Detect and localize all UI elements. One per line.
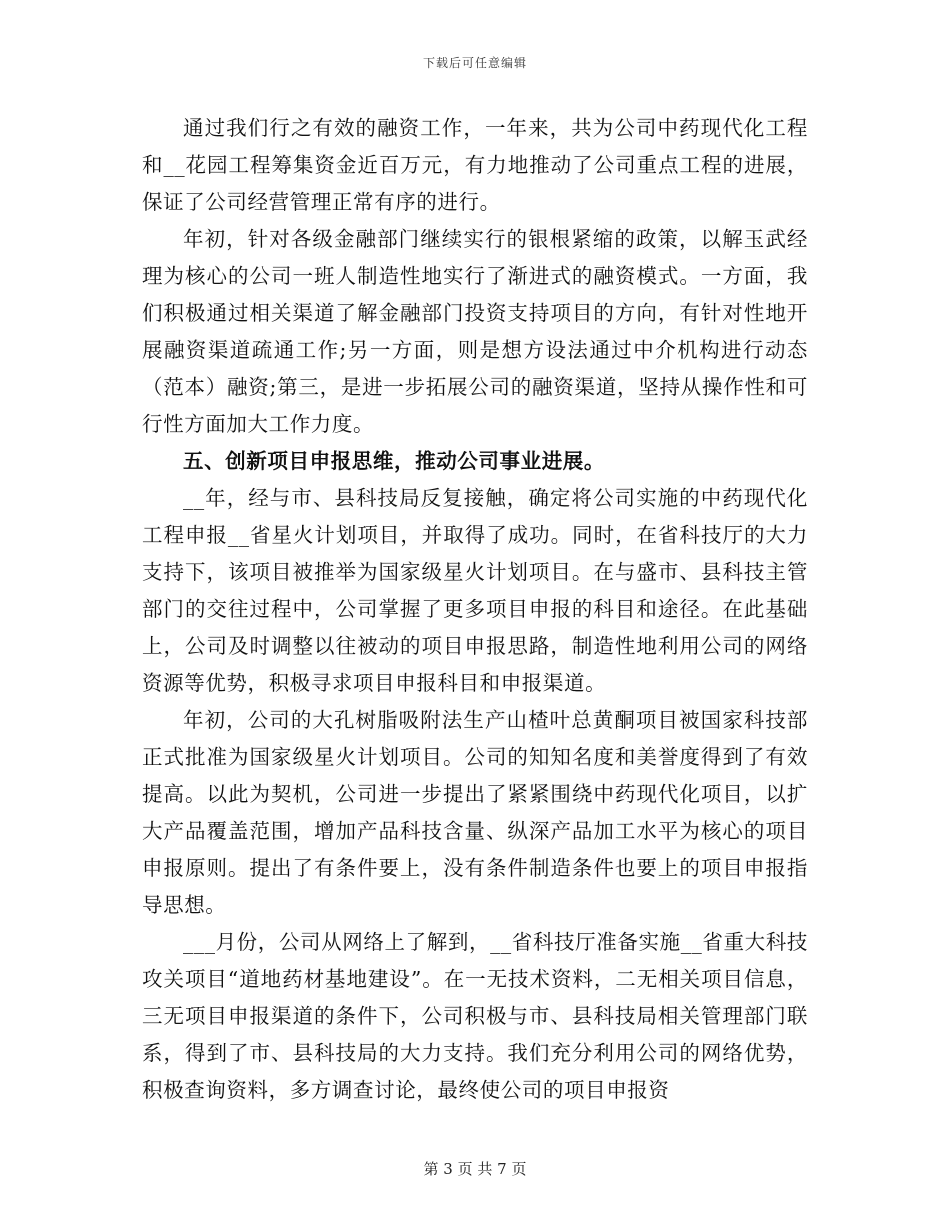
paragraph-herb-base-project: ___月份，公司从网络上了解到，__省科技厅准备实施__省重大科技攻关项目“道地药材基地建设”。在一无技术资料，二无相关项目信息，三无项目申报渠道的条件下，公司积极与市、县科技局相关管理部门联系，得到了市、县科技局的大力支持。我们充分利用公司的网络优势，积极查询资料，多方调查讨论，最终使公司的项目申报资 <box>142 930 808 1102</box>
paragraph-national-spark-project: 年初，公司的大孔树脂吸附法生产山楂叶总黄酮项目被国家科技部正式批准为国家级星火计划项目。公司的知知名度和美誉度得到了有效提高。以此为契机，公司进一步提出了紧紧围绕中药现代化项目，以扩大产品覆盖范围，增加产品科技含量、纵深产品加工水平为核心的项目申报原则。提出了有条件要上，没有条件制造条件也要上的项目申报指导思想。 <box>142 708 808 917</box>
page-number: 第 3 页 共 7 页 <box>423 1160 527 1178</box>
page-header: 下载后可任意编辑 <box>422 56 527 70</box>
section-heading-five: 五、创新项目申报思维，推动公司事业进展。 <box>183 449 605 473</box>
paragraph-financing-model: 年初，针对各级金融部门继续实行的银根紧缩的政策，以解玉武经理为核心的公司一班人制造性地实行了渐进式的融资模式。一方面，我们积极通过相关渠道了解金融部门投资支持项目的方向，有针对性地开展融资渠道疏通工作;另一方面，则是想方设法通过中介机构进行动态（范本）融资;第三，是进一步拓展公司的融资渠道，坚持从操作性和可行性方面加大工作力度。 <box>142 227 808 436</box>
paragraph-project-application: __年，经与市、县科技局反复接触，确定将公司实施的中药现代化工程申报__省星火计划项目，并取得了成功。同时，在省科技厅的大力支持下，该项目被推举为国家级星火计划项目。在与盛市、县科技主管部门的交往过程中，公司掌握了更多项目申报的科目和途径。在此基础上，公司及时调整以往被动的项目申报思路，制造性地利用公司的网络资源等优势，积极寻求项目申报科目和申报渠道。 <box>142 486 808 695</box>
paragraph-financing-results: 通过我们行之有效的融资工作，一年来，共为公司中药现代化工程和__花园工程筹集资金近百万元，有力地推动了公司重点工程的进展，保证了公司经营管理正常有序的进行。 <box>142 116 808 214</box>
document-body <box>142 110 808 1109</box>
